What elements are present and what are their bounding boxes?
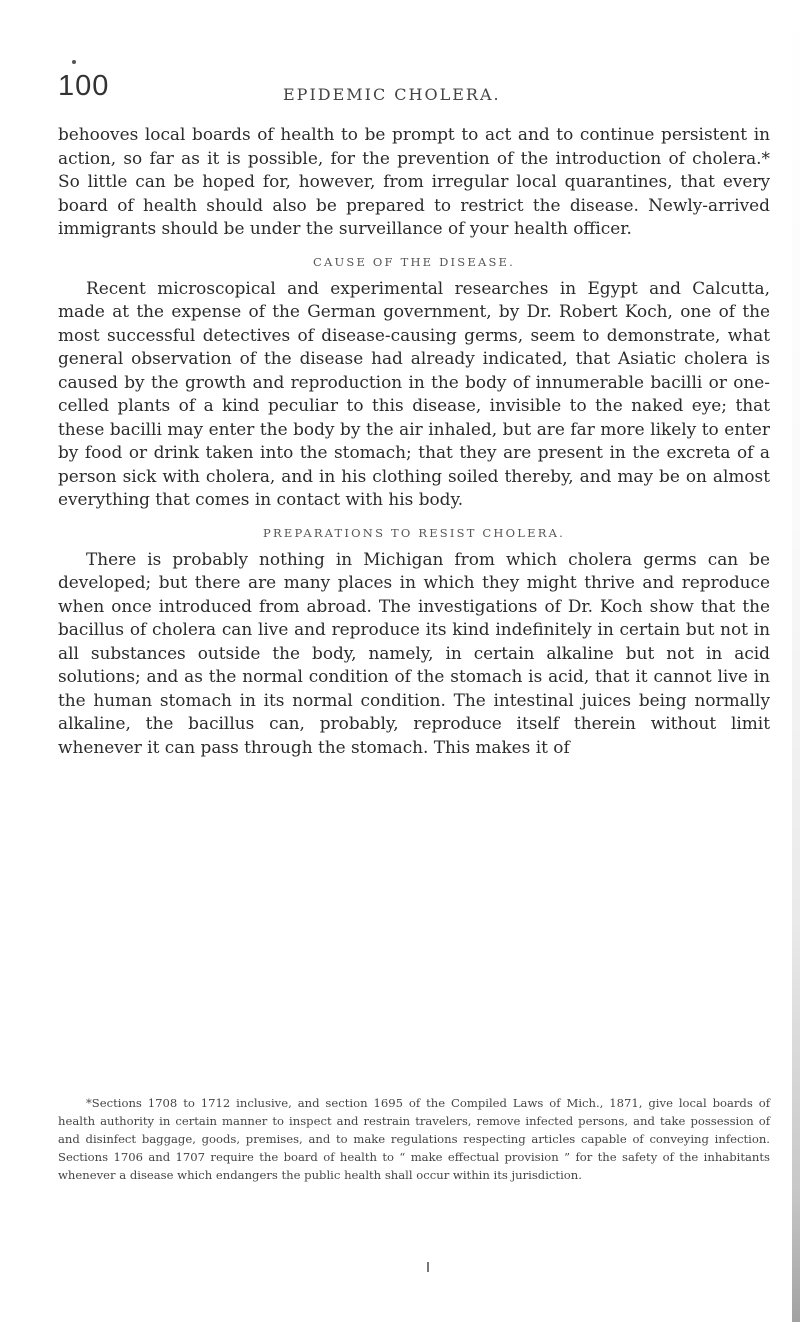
section-heading-cause: CAUSE OF THE DISEASE. bbox=[312, 254, 515, 269]
running-head: EPIDEMIC CHOLERA. bbox=[283, 85, 501, 104]
page-number: 100 bbox=[58, 70, 110, 102]
page-body bbox=[58, 123, 770, 759]
section-heading-preparations: PREPARATIONS TO RESIST CHOLERA. bbox=[263, 525, 565, 540]
page-edge-shadow bbox=[792, 0, 800, 1322]
footnote: *Sections 1708 to 1712 inclusive, and section 1695 of the Compiled Laws of Mich., 1871, give local boards of health authority in certain manner to inspect and restrain travelers, remove infected persons, and take possession of and disinfect baggage, goods, premises, and to make regulations respecting articles capable of conveying infection. Sections 1706 and 1707 require the board of health to “ make effectual provision ” for the safety of the inhabitants whenever a disease which endangers the public health shall occur within its jurisdiction. bbox=[58, 1096, 770, 1182]
ink-dot bbox=[72, 60, 76, 64]
page-header bbox=[58, 70, 778, 110]
preparations-paragraph: There is probably nothing in Michigan from which cholera germs can be developed; but there are many places in which they might thrive and reproduce when once introduced from abroad. The investigations of Dr. Koch show that the bacillus of cholera can live and reproduce its kind indefinitely in certain but not in all substances outside the body, namely, in certain alkaline but not in acid solutions; and as the normal condition of the stomach is acid, that it cannot live in the human stomach in its normal condition. The intestinal juices being normally alkaline, the bacillus can, probably, reproduce itself therein without limit whenever it can pass through the stomach. This makes it of bbox=[58, 548, 770, 757]
ink-mark bbox=[427, 1262, 429, 1272]
cause-paragraph: Recent microscopical and experimental researches in Egypt and Calcutta, made at the expense of the German government, by Dr. Robert Koch, one of the most successful detectives of disease-causing germs, seem to demonstrate, what general observation of the disease had already indicated, that Asiatic cholera is caused by the growth and reproduction in the body of innumerable bacilli or one-celled plants of a kind peculiar to this disease, invisible to the naked eye; that these bacilli may enter the body by the air inhaled, but are far more likely to enter by food or drink taken into the stomach; that they are present in the excreta of a person sick with cholera, and in his clothing soiled thereby, and may be on almost everything that comes in contact with his body. bbox=[58, 277, 770, 509]
intro-paragraph: behooves local boards of health to be prompt to act and to continue persistent in action, so far as it is possible, for the prevention of the introduction of cholera.* So little can be hoped for, however, from irregular local quarantines, that every board of health should also be prepared to restrict the disease. Newly-arrived immigrants should be under the surveillance of your health officer. bbox=[58, 124, 770, 238]
